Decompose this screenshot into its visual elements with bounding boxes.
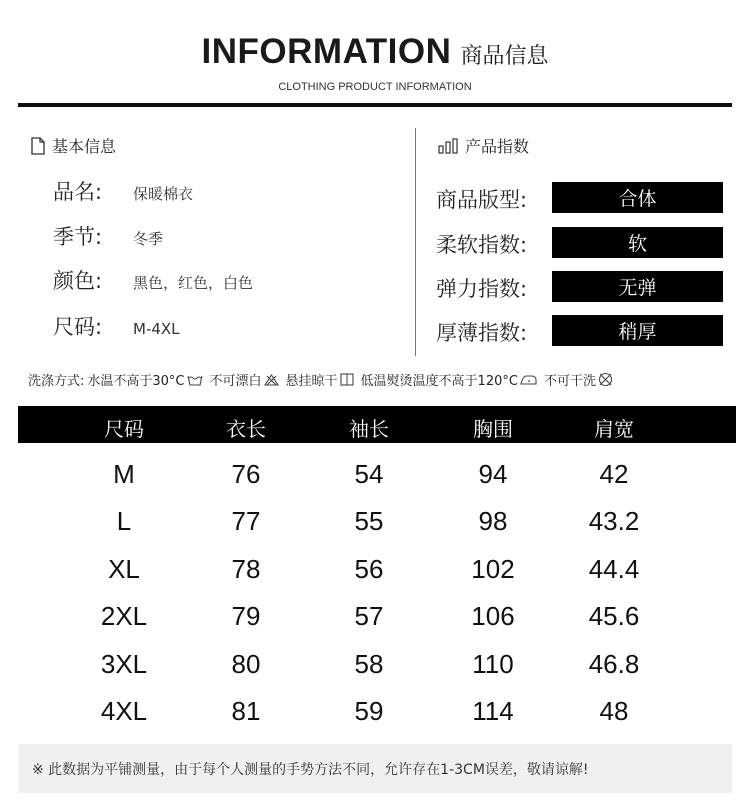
care-text: 悬挂晾干	[285, 374, 338, 389]
care-instructions	[28, 370, 620, 389]
wash-tub-icon	[187, 374, 203, 386]
care-prefix: 洗涤方式:	[28, 374, 85, 389]
table-cell: 77	[231, 506, 261, 536]
index-value-box: 稍厚	[552, 315, 723, 346]
index-value-box: 无弹	[552, 271, 723, 302]
no-bleach-icon	[264, 374, 279, 386]
table-cell: 57	[354, 601, 384, 631]
basic-row-color	[53, 265, 253, 295]
table-cell: 48	[599, 696, 629, 726]
measurement-note-text: ※ 此数据为平铺测量，由于每个人测量的手势方法不同，允许存在1-3CM误差，敬请谅解!	[32, 761, 589, 778]
table-header-cell: 肩宽	[594, 417, 634, 441]
index-value-box: 合体	[552, 182, 723, 213]
index-label: 商品版型:	[436, 188, 528, 212]
hang-dry-icon	[340, 373, 354, 386]
index-label: 厚薄指数:	[436, 321, 528, 345]
table-cell: 76	[231, 459, 261, 489]
basic-key: 品名:	[53, 180, 103, 204]
index-value-box: 软	[552, 227, 723, 258]
title-english: INFORMATION	[201, 32, 452, 71]
table-cell: M	[113, 459, 135, 489]
table-cell: 44.4	[588, 554, 640, 584]
table-cell: 59	[354, 696, 384, 726]
header-divider	[18, 103, 732, 107]
iron-icon	[520, 374, 537, 385]
table-cell: 43.2	[588, 506, 640, 536]
table-cell: XL	[108, 554, 140, 584]
basic-value: M-4XL	[133, 320, 180, 338]
care-text: 水温不高于30°C	[87, 374, 185, 389]
indices-heading-label: 产品指数	[465, 137, 530, 156]
index-label: 弹力指数:	[436, 277, 528, 301]
basic-key: 尺码:	[53, 315, 103, 339]
care-text: 低温熨烫温度不高于120°C	[360, 374, 518, 389]
basic-key: 季节:	[53, 225, 103, 249]
basic-info-heading-label: 基本信息	[52, 137, 117, 156]
basic-value: 冬季	[133, 230, 164, 248]
table-cell: L	[116, 506, 132, 536]
document-icon	[31, 137, 45, 155]
table-cell: 106	[471, 601, 515, 631]
measurement-note	[18, 744, 732, 793]
table-header-cell: 袖长	[349, 417, 389, 441]
table-cell: 102	[471, 554, 515, 584]
table-cell: 94	[478, 459, 508, 489]
indices-heading	[438, 134, 529, 157]
table-cell: 3XL	[100, 649, 148, 679]
table-cell: 78	[231, 554, 261, 584]
bar-chart-icon	[438, 138, 458, 154]
size-table-header	[18, 406, 736, 443]
table-cell: 46.8	[588, 649, 640, 679]
table-cell: 98	[478, 506, 508, 536]
table-cell: 114	[472, 696, 514, 726]
no-dry-clean-icon	[598, 372, 613, 387]
table-cell: 79	[231, 601, 261, 631]
page-title	[0, 32, 750, 72]
title-chinese: 商品信息	[460, 44, 549, 69]
table-cell: 56	[354, 554, 384, 584]
table-cell: 4XL	[100, 696, 148, 726]
table-cell: 80	[231, 649, 261, 679]
index-label: 柔软指数:	[436, 233, 528, 257]
basic-info-heading	[31, 134, 116, 157]
basic-value: 黑色，红色，白色	[133, 274, 254, 292]
page-subtitle: CLOTHING PRODUCT INFORMATION	[278, 81, 472, 93]
table-cell: 42	[599, 459, 629, 489]
column-divider	[415, 128, 416, 356]
table-header-cell: 胸围	[473, 417, 513, 441]
basic-row-size	[53, 311, 180, 341]
care-text: 不可漂白	[209, 374, 262, 389]
basic-key: 颜色:	[53, 269, 103, 293]
table-header-cell: 尺码	[104, 417, 144, 441]
basic-row-season	[53, 221, 163, 251]
basic-row-name	[53, 176, 193, 206]
table-cell: 2XL	[100, 601, 148, 631]
care-text: 不可干洗	[543, 374, 596, 389]
table-cell: 54	[354, 459, 384, 489]
table-cell: 110	[472, 649, 514, 679]
basic-value: 保暖棉衣	[133, 185, 194, 203]
table-cell: 55	[354, 506, 384, 536]
table-cell: 58	[354, 649, 384, 679]
table-cell: 81	[231, 696, 261, 726]
table-header-cell: 衣长	[226, 417, 266, 441]
table-cell: 45.6	[588, 601, 640, 631]
